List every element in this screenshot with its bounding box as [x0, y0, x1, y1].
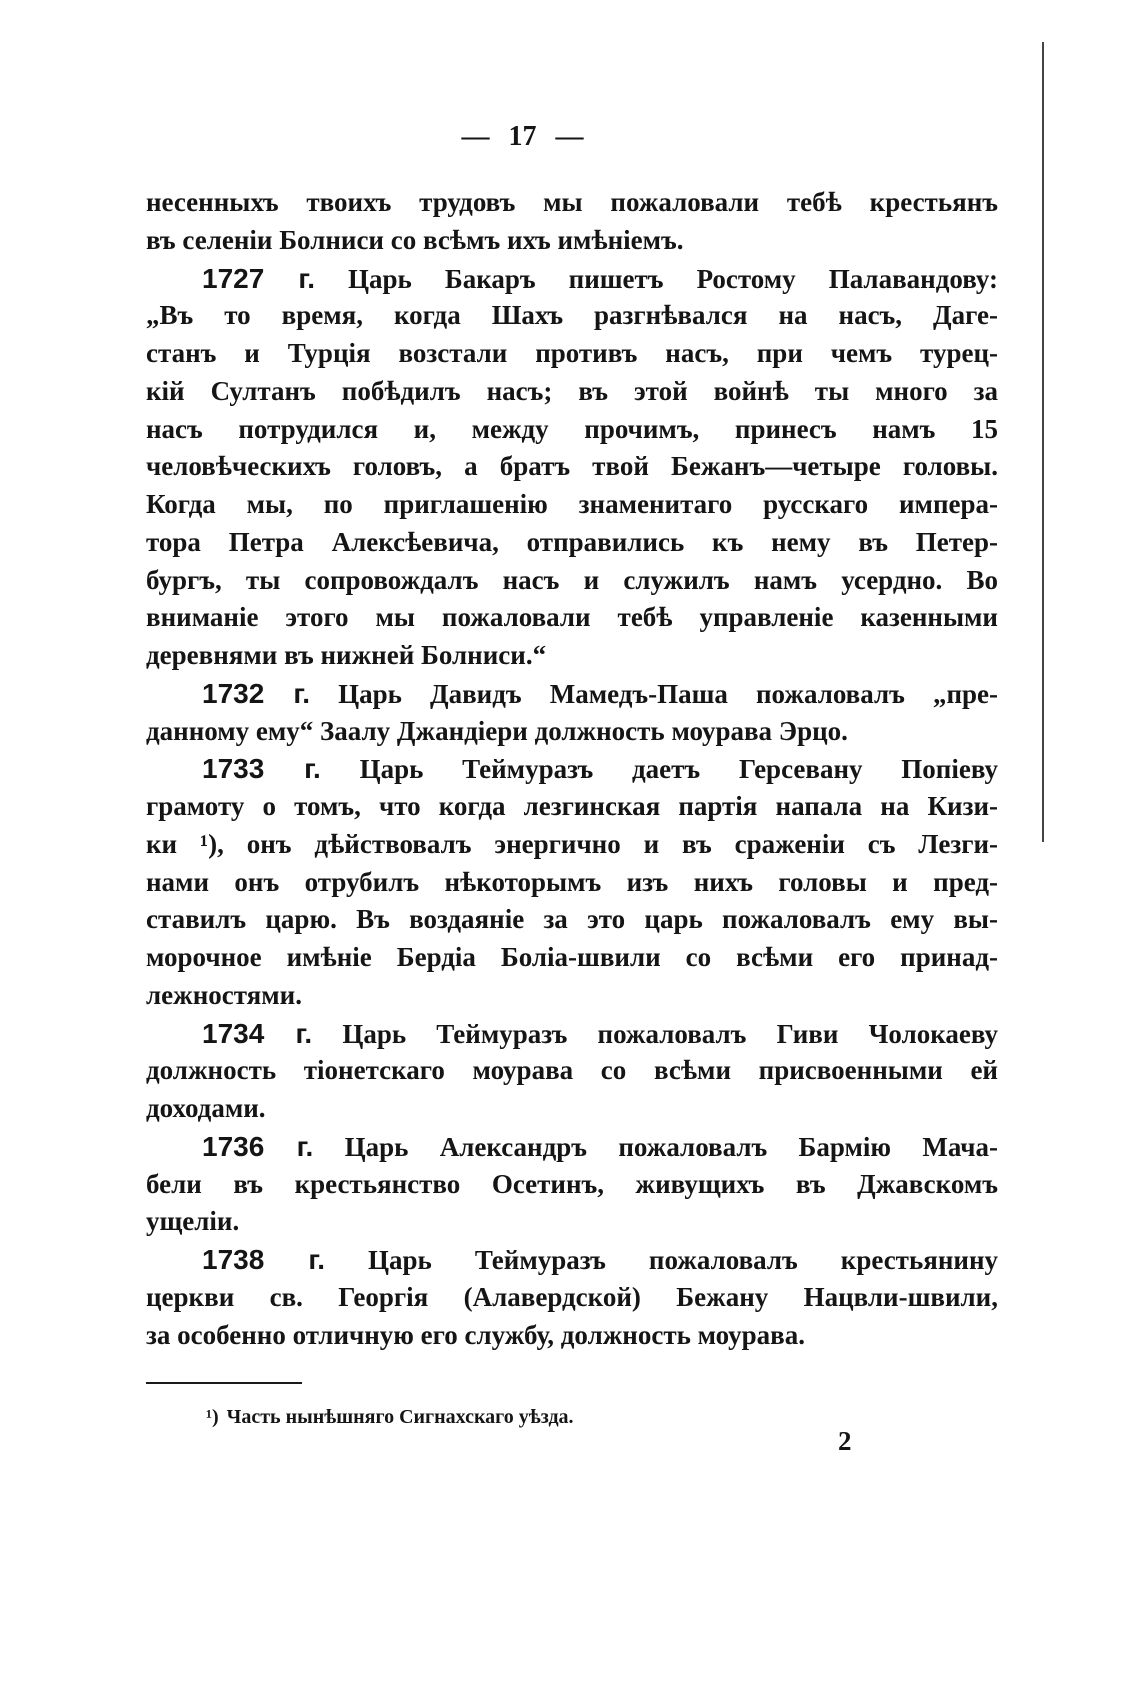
text-line: должность тіонетскаго моурава со всѣми присвоенными ей — [146, 1055, 998, 1086]
text-line — [146, 750, 998, 788]
text-line: вниманіе этого мы пожаловали тебѣ управленіе казенными — [146, 602, 998, 633]
line-text: Царь Александръ пожаловалъ Бармію Мача- — [344, 1131, 998, 1162]
text-line: „Въ то время, когда Шахъ разгнѣвался на насъ, Даге- — [146, 300, 998, 331]
main-text — [146, 184, 998, 1354]
line-text: Царь Теймуразъ пожаловалъ крестьянину — [368, 1245, 998, 1275]
text-line — [146, 675, 998, 713]
text-line: лежностями. — [146, 979, 302, 1010]
entry-1732 — [146, 675, 998, 751]
paragraph-continued — [146, 184, 998, 260]
entry-year: 1736 г. — [202, 1130, 314, 1162]
entry-year: 1733 г. — [202, 753, 321, 785]
entry-1736 — [146, 1128, 998, 1241]
entry-1733 — [146, 750, 998, 1014]
text-line: деревнями въ нижней Болниси.“ — [146, 640, 547, 670]
footnote — [206, 1402, 574, 1432]
text-line: насъ потрудился и, между прочимъ, принесъ намъ 15 — [146, 413, 998, 444]
text-line: человѣческихъ головъ, а братъ твой Бежанъ—четыре головы. — [146, 451, 998, 482]
text-line: кій Султанъ побѣдилъ насъ; въ этой войнѣ ты много за — [146, 375, 998, 406]
text-line: морочное имѣніе Бердіа Боліа-швили со всѣми его принад- — [146, 942, 998, 972]
line-text: Царь Теймуразъ даетъ Герсевану Попіеву — [359, 754, 998, 785]
line-text: Царь Бакаръ пишетъ Ростому Палавандову: — [348, 263, 998, 294]
line-text: Царь Давидъ Мамедъ-Паша пожаловалъ „пре- — [338, 678, 998, 709]
footnote-marker: ¹) — [206, 1406, 219, 1428]
text-line — [146, 260, 998, 298]
text-line: въ селеніи Болниси со всѣмъ ихъ имѣніемъ. — [146, 224, 684, 255]
scan-edge-line — [1042, 42, 1044, 842]
text-line: данному ему“ Заалу Джандіери должность моурава Эрцо. — [146, 715, 848, 746]
text-line: церкви св. Георгія (Алавердской) Бежану Нацвли-швили, — [146, 1281, 998, 1312]
text-line — [146, 1128, 998, 1166]
footnote-rule — [146, 1382, 302, 1384]
entry-1734 — [146, 1015, 998, 1128]
entry-year: 1727 г. — [202, 262, 315, 294]
entry-year: 1734 г. — [202, 1017, 313, 1049]
text-line: Когда мы, по приглашенію знаменитаго русскаго импера- — [146, 489, 998, 519]
text-line: доходами. — [146, 1093, 266, 1123]
text-line: несенныхъ твоихъ трудовъ мы пожаловали тебѣ крестьянъ — [146, 187, 998, 217]
text-line: ставилъ царю. Въ воздаяніе за это царь пожаловалъ ему вы- — [146, 904, 998, 935]
text-line: ки ¹), онъ дѣйствовалъ энергично и въ сраженіи съ Лезги- — [146, 828, 998, 859]
text-line: тора Петра Алексѣевича, отправились къ нему въ Петер- — [146, 526, 998, 557]
footnote-text: Часть нынѣшняго Сигнахскаго уѣзда. — [226, 1406, 574, 1428]
page-number-header: — 17 — — [461, 121, 584, 152]
text-line: ущеліи. — [146, 1206, 240, 1237]
text-line: станъ и Турція возстали противъ насъ, при чемъ турец- — [146, 338, 998, 368]
text-line — [146, 1241, 998, 1279]
text-line — [146, 1015, 998, 1053]
text-line: за особенно отличную его службу, должность моурава. — [146, 1319, 805, 1350]
entry-year: 1732 г. — [202, 677, 311, 709]
entry-1738 — [146, 1241, 998, 1354]
entry-year: 1738 г. — [202, 1244, 325, 1275]
text-line: нами онъ отрубилъ нѣкоторымъ изъ нихъ головы и пред- — [146, 866, 998, 897]
signature-mark: 2 — [838, 1426, 852, 1456]
entry-1727 — [146, 260, 998, 675]
line-text: Царь Теймуразъ пожаловалъ Гиви Чолокаеву — [342, 1018, 998, 1049]
text-line: бургъ, ты сопровождалъ насъ и служилъ намъ усердно. Во — [146, 564, 998, 595]
text-line: бели въ крестьянство Осетинъ, живущихъ въ Джавскомъ — [146, 1168, 998, 1199]
text-line: грамоту о томъ, что когда лезгинская партія напала на Кизи- — [146, 791, 998, 821]
